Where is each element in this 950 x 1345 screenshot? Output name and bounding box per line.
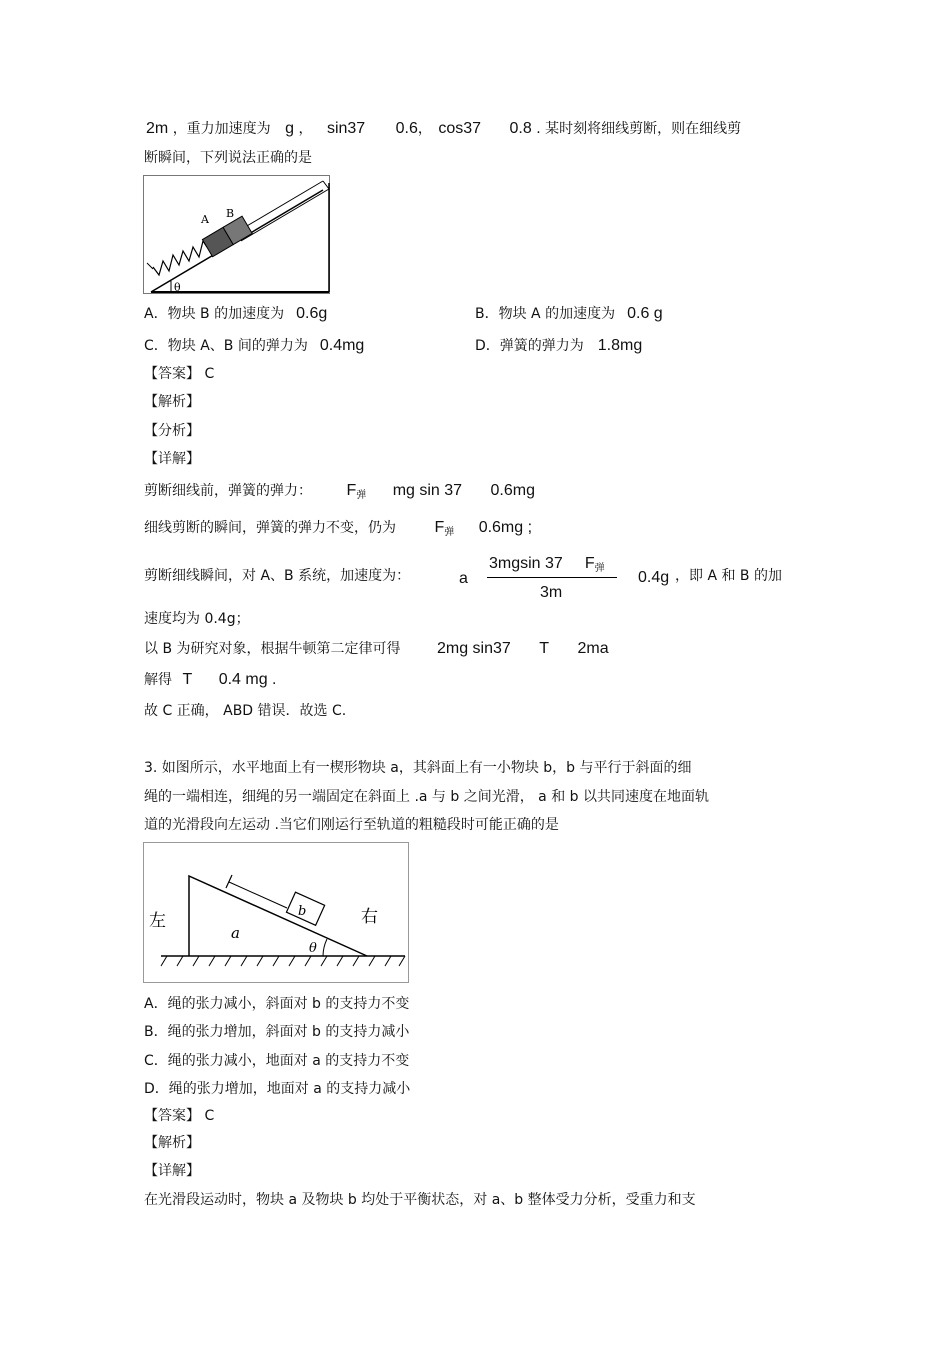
q2-intro-line1: 2m ，重力加速度为 g ， sin37 0.6， cos37 0.8 . 某时刻将细线剪断，则在细线剪 — [146, 120, 742, 137]
value-06: 0.6 — [395, 120, 418, 137]
q2-option-c: C．物块 A、B 间的弹力为 0.4mg — [144, 337, 365, 354]
q2-step6: 解得 T 0.4 mg . — [144, 671, 277, 688]
label-a: A — [201, 213, 209, 226]
label-left: 左 — [149, 911, 166, 931]
figure-wedge — [143, 842, 410, 984]
symbol-g: g — [285, 120, 295, 137]
q2-conclusion: 故 C 正确， ABD 错误．故选 C. — [144, 703, 347, 719]
q2-analysis: 【解析】 — [144, 394, 200, 410]
q2-step4: 速度均为 0.4g； — [144, 611, 250, 627]
value-08: 0.8 — [509, 120, 532, 137]
q2-step3-a: a — [459, 570, 468, 587]
q2-option-d: D．弹簧的弹力为 1.8mg — [475, 337, 643, 354]
figure-incline-spring — [143, 175, 331, 295]
q2-xiangjie: 【详解】 — [144, 451, 200, 467]
q3-analysis: 【解析】 — [144, 1135, 200, 1151]
q3-option-c: C．绳的张力减小，地面对 a 的支持力不变 — [144, 1053, 410, 1069]
q2-step3-numerator: 3mgsin 37 $F_弹$ — [489, 555, 605, 574]
q2-fenxi: 【分析】 — [144, 423, 200, 439]
q2-step3-denominator: 3m — [540, 584, 563, 601]
q2-step3-tail: ，即 A 和 B 的加 — [675, 568, 782, 584]
label-b: B — [226, 207, 235, 220]
q3-line3: 道的光滑段向左运动 .当它们刚运行至轨道的粗糙段时可能正确的是 — [144, 817, 559, 833]
symbol-cos37: cos37 — [438, 120, 482, 137]
q3-option-b: B．绳的张力增加，斜面对 b 的支持力减小 — [144, 1024, 410, 1040]
q3-option-a: A．绳的张力减小，斜面对 b 的支持力不变 — [144, 996, 410, 1012]
symbol-sin37: sin37 — [326, 120, 366, 137]
label-a: a — [231, 924, 240, 942]
q2-intro-line2: 断瞬间，下列说法正确的是 — [144, 150, 312, 166]
q2-option-a: A．物块 B 的加速度为 0.6g — [144, 305, 328, 322]
label-theta: θ — [309, 941, 317, 956]
q3-explanation: 在光滑段运动时，物块 a 及物块 b 均处于平衡状态，对 a、b 整体受力分析，受重力和支 — [144, 1192, 696, 1208]
label-b: b — [298, 904, 307, 919]
label-theta: θ — [174, 281, 181, 294]
q3-xiangjie: 【详解】 — [144, 1163, 200, 1179]
label-right: 右 — [361, 907, 378, 927]
q2-step3-text: 剪断细线瞬间，对 A、B 系统，加速度为： — [144, 568, 411, 584]
q3-option-d: D．绳的张力增加，地面对 a 的支持力减小 — [144, 1081, 411, 1097]
q3-line1: 3. 如图所示，水平地面上有一楔形物块 a，其斜面上有一小物块 b，b 与平行于斜面的细 — [144, 760, 692, 776]
intro-text2: . 某时刻将细线剪断，则在细线剪 — [536, 121, 742, 137]
fraction-bar — [487, 577, 617, 578]
q3-answer: 【答案】 C — [144, 1108, 215, 1124]
symbol-2m: 2m — [146, 120, 169, 137]
q2-step2: 细线剪断的瞬间，弹簧的弹力不变，仍为 $F_弹$ 0.6mg ; — [144, 519, 533, 538]
q2-step1: 剪断细线前，弹簧的弹力： $F_弹$ mg sin 37 0.6mg — [144, 482, 535, 501]
q2-step5: 以 B 为研究对象，根据牛顿第二定律可得 2mg sin37 T 2ma — [144, 640, 609, 657]
q2-step3-value: 0.4g — [638, 569, 670, 586]
intro-text: ，重力加速度为 — [172, 121, 271, 137]
q3-line2: 绳的一端相连，细绳的另一端固定在斜面上 .a 与 b 之间光滑， a 和 b 以共同速度在地面轨 — [144, 789, 709, 805]
q2-answer: 【答案】 C — [144, 366, 215, 382]
q2-option-b: B．物块 A 的加速度为 0.6 g — [475, 305, 663, 322]
